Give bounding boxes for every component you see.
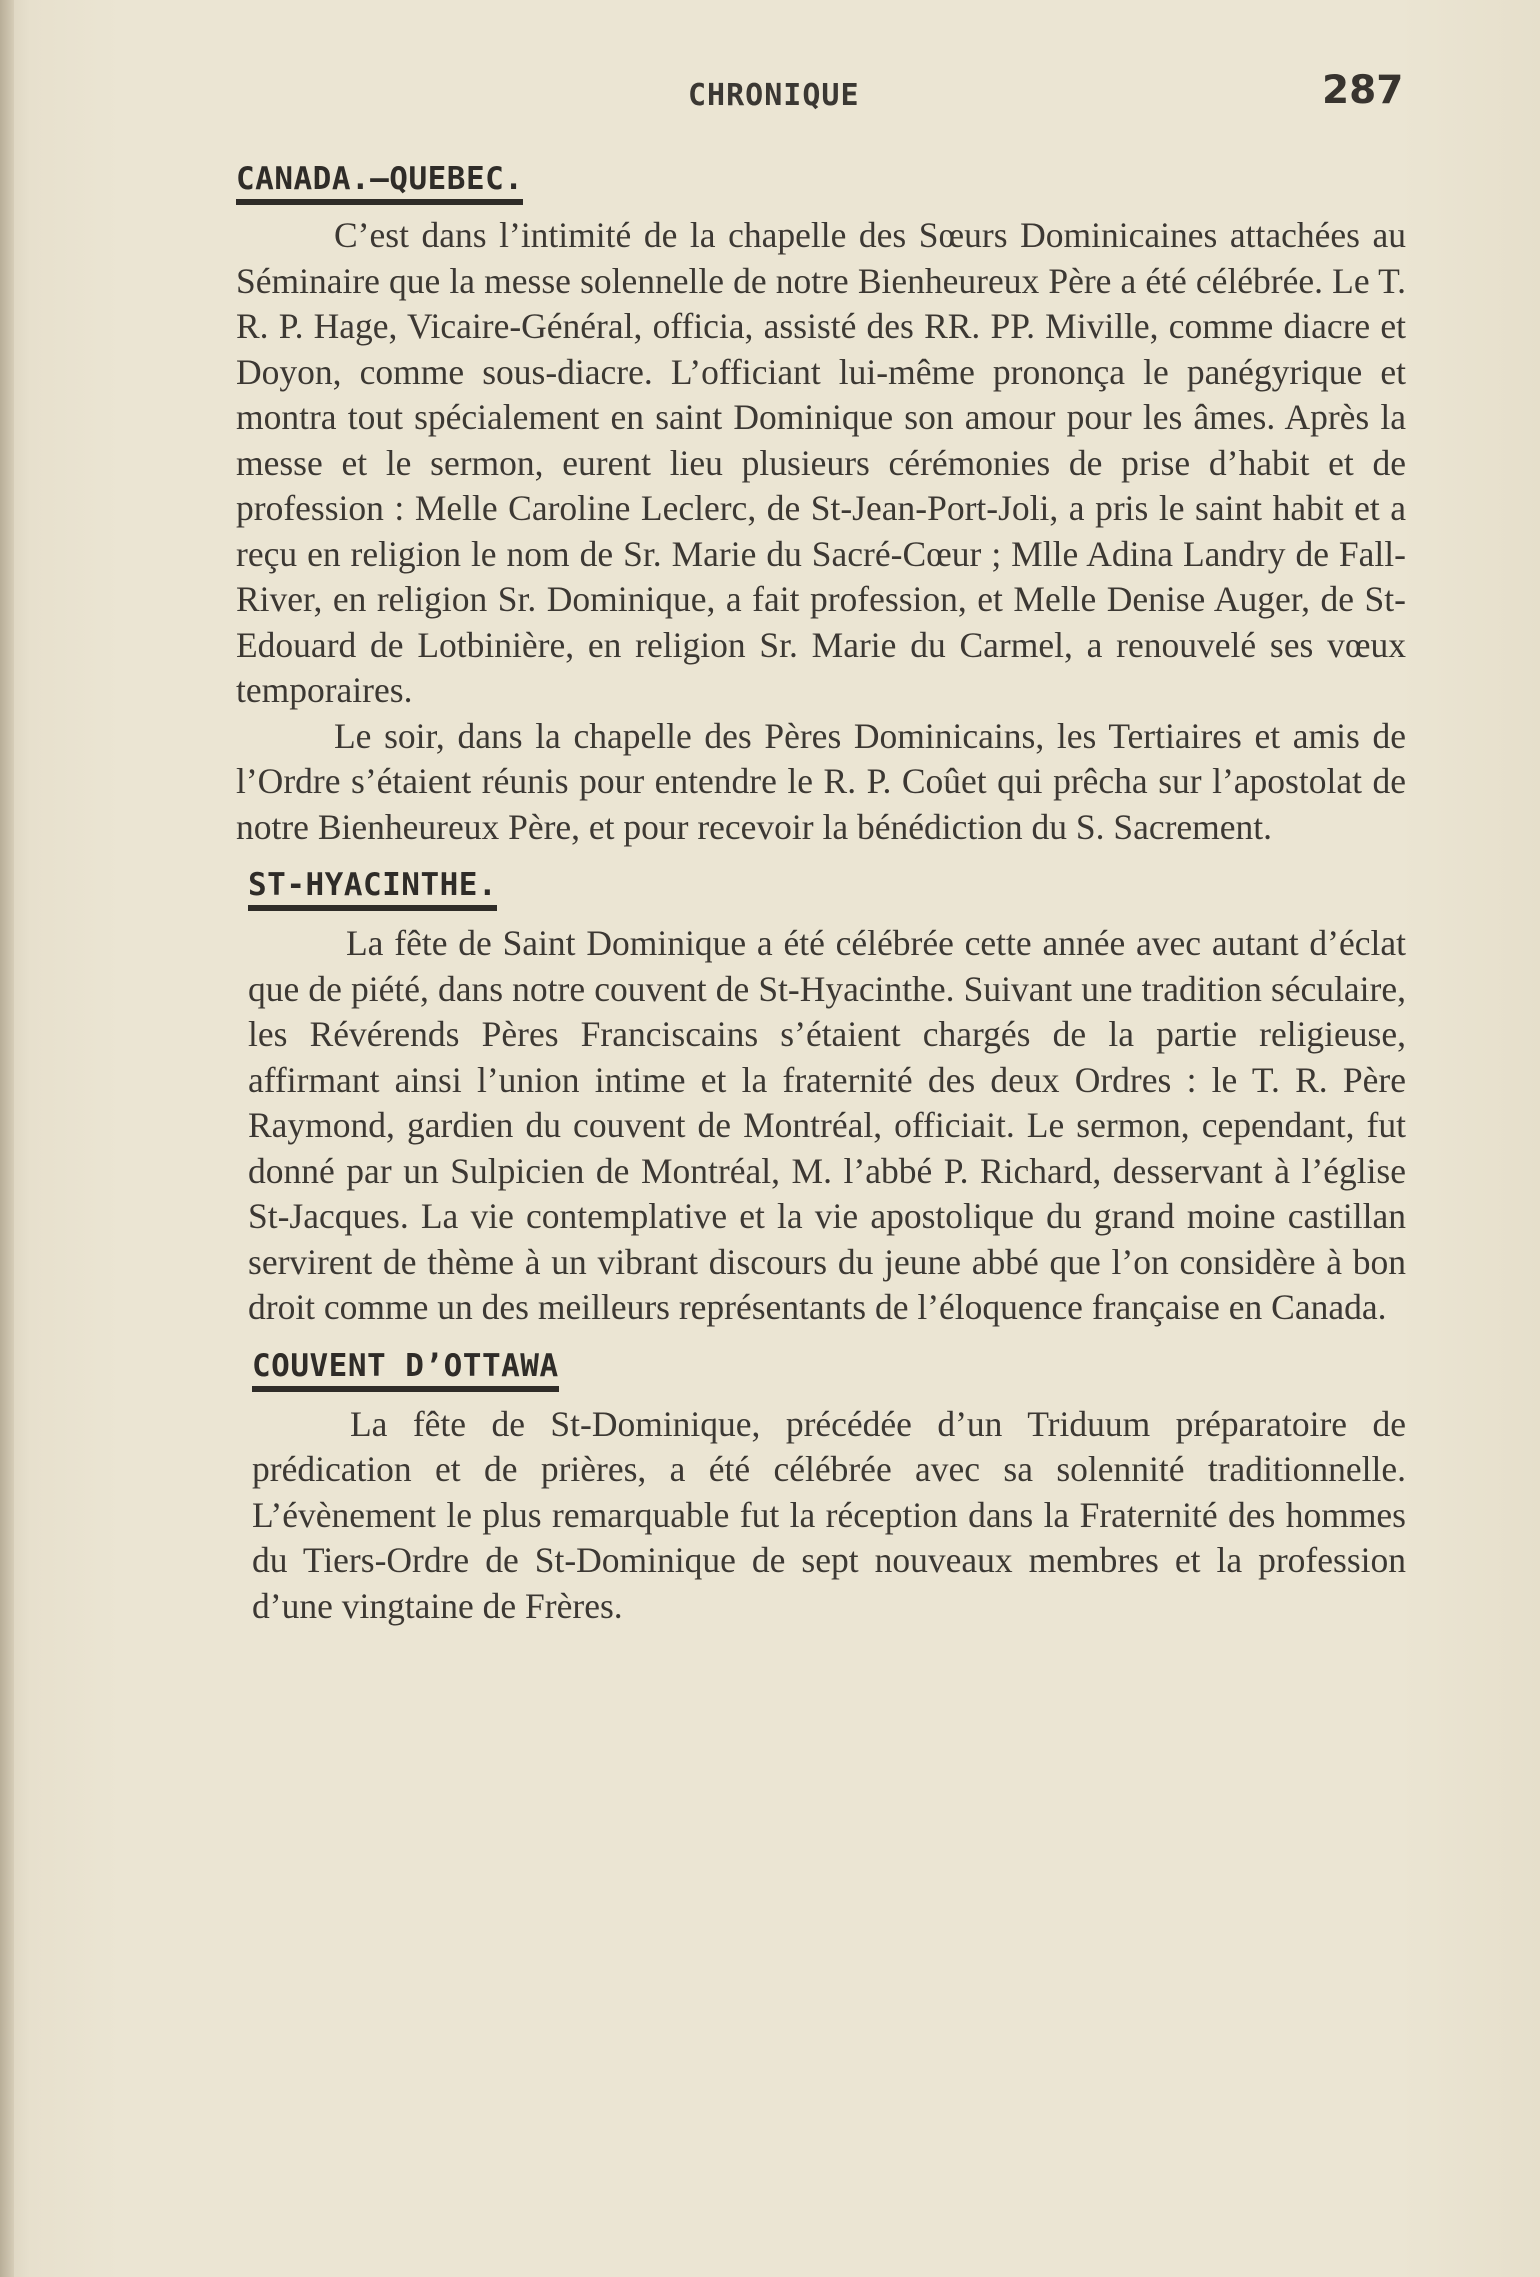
page-gutter bbox=[0, 0, 14, 2277]
section-heading: ST-HYACINTHE. bbox=[248, 866, 497, 911]
section-couvent-ottawa bbox=[252, 1341, 1406, 1630]
running-head bbox=[0, 68, 1540, 128]
paragraph: La fête de St-Dominique, précédée d’un Triduum préparatoire de prédication et de prières, a été célébrée avec sa solennité traditionnelle. L’évènement le plus remarquable fut la réception dans la Fraternité des hommes du Tiers-Ordre de St-Dominique de sept nouveaux membres et la profession d’une vingtaine de Frères. bbox=[252, 1403, 1406, 1626]
section-heading: COUVENT D’OTTAWA bbox=[252, 1347, 559, 1392]
paragraph: Le soir, dans la chapelle des Pères Dominicains, les Tertiaires et amis de l’Ordre s’étaient réunis pour entendre le R. P. Coûet qui prêcha sur l’apostolat de notre Bienheureux Père, et pour recevoir la bénédiction du S. Sacrement. bbox=[236, 715, 1406, 847]
section-heading: CANADA.—QUEBEC. bbox=[236, 160, 523, 205]
running-title: CHRONIQUE bbox=[688, 78, 860, 113]
paragraph: C’est dans l’intimité de la chapelle des Sœurs Dominicaines attachées au Séminaire que la messe solennelle de notre Bienheureux Père a été célébrée. Le T. R. P. Hage, Vicaire-Général, officia, assisté des RR. PP. Miville, comme diacre et Doyon, comme sous-diacre. L’officiant lui-même prononça le panégyrique et montra tout spécialement en saint Dominique son amour pour les âmes. Après la messe et le sermon, eurent lieu plusieurs cérémonies de prise d’habit et de profession : Melle Caroline Leclerc, de St-Jean-Port-Joli, a pris le saint habit et a reçu en religion le nom de Sr. Marie du Sacré-Cœur ; Mlle Adina Landry de Fall-River, en religion Sr. Dominique, a fait profession, et Melle Denise Auger, de St-Edouard de Lotbinière, en religion Sr. Marie du Carmel, a renouvelé ses vœux temporaires. bbox=[236, 215, 1406, 710]
section-st-hyacinthe bbox=[248, 860, 1406, 1331]
page-body bbox=[236, 150, 1406, 1629]
section-canada-quebec bbox=[236, 160, 1406, 850]
page-number: 287 bbox=[1322, 68, 1404, 113]
paragraph: La fête de Saint Dominique a été célébrée cette année avec autant d’éclat que de piété, dans notre couvent de St-Hyacinthe. Suivant une tradition séculaire, les Révérends Pères Franciscains s’étaient chargés de la partie religieuse, affirmant ainsi l’union intime et la fraternité des deux Ordres : le T. R. Père Raymond, gardien du couvent de Montréal, officiait. Le sermon, cependant, fut donné par un Sulpicien de Montréal, M. l’abbé P. Richard, desservant à l’église St-Jacques. La vie contemplative et la vie apostolique du grand moine castillan servirent de thème à un vibrant discours du jeune abbé que l’on considère à bon droit comme un des meilleurs représentants de l’éloquence française en Canada. bbox=[248, 923, 1406, 1327]
